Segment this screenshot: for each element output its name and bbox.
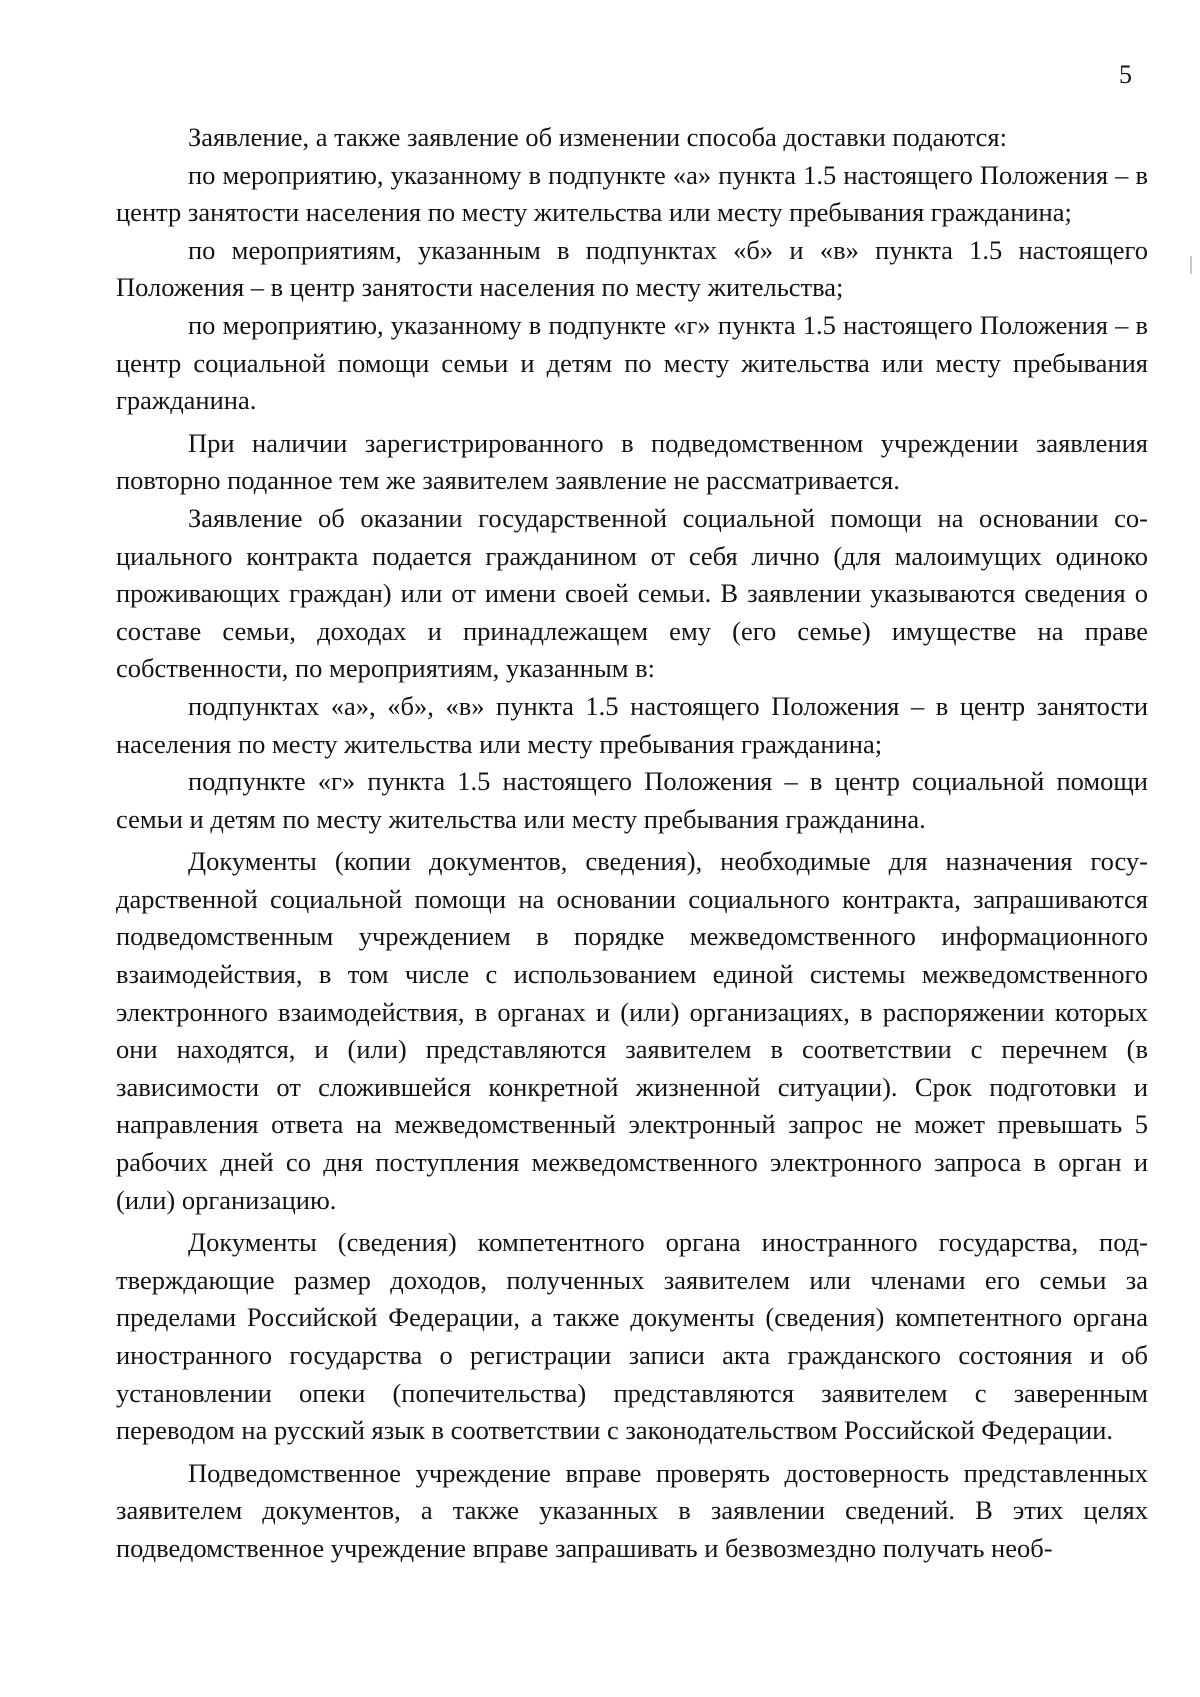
paragraph-repeat-application: При наличии зарегистрированного в подведомственном учреждении заявления повторно поданное тем же заявителем заявление не рассматривается. bbox=[116, 427, 1148, 496]
paragraph-item-a: по мероприятию, указанному в подпункте «а» пункта 1.5 настоящего Положения – в центр занятости населения по месту жительства или месту пребывания гражданина; bbox=[116, 159, 1148, 228]
scan-mark bbox=[1190, 256, 1192, 274]
paragraph-item-g: по мероприятию, указанному в подпункте «г» пункта 1.5 настоящего Положения – в центр социальной помощи семьи и детям по месту жительства или месту пребывания гражданина. bbox=[116, 309, 1148, 416]
paragraph-documents-request: Документы (копии документов, сведения), необходимые для назначения государственной социальной помощи на основании социального контракта, запрашиваются подведомственным учреждением в порядке межведомственного информационного взаимодействия, в том числе с использованием единой системы межведомственного электронного взаимодействия, в органах и (или) организациях, в распоряжении которых они находятся, и (или) представляются заявителем в соответствии с перечнем (в зависимости от сложившейся конкретной жизненной ситуации). Срок подготовки и направления ответа на межведомственный электронный запрос не может превышать 5 рабочих дней со дня поступления межведомственного электронного запроса в орган и (или) организацию. bbox=[116, 846, 1148, 1215]
paragraph-subitems-a-b-v: подпунктах «а», «б», «в» пункта 1.5 настоящего Положения – в центр занятости населения по месту жительства или месту пребывания гражданина; bbox=[116, 690, 1148, 759]
paragraph-foreign-documents: Документы (сведения) компетентного органа иностранного государства, подтверждающие размер доходов, полученных заявителем или членами его семьи за пределами Российской Федерации, а также документы (сведения) компетентного органа иностранного государства о регистрации записи акта гражданского состояния и об установлении опеки (попечительства) представляются заявителем с заверенным переводом на русский язык в соответствии с законодательством Российской Федерации. bbox=[116, 1227, 1148, 1446]
paragraph-submission-intro: Заявление, а также заявление об изменении способа доставки подаются: bbox=[188, 122, 1007, 152]
paragraph-verification: Подведомственное учреждение вправе проверять достоверность представленных заявителем документов, а также указанных в заявлении сведений. В этих целях подведомственное учреждение вправе запрашивать и безвозмездно получать необ- bbox=[116, 1457, 1148, 1563]
paragraph-social-contract-application: Заявление об оказании государственной социальной помощи на основании социального контракта подается гражданином от себя лично (для малоимущих одиноко проживающих граждан) или от имени своей семьи. В заявлении указываются сведения о составе семьи, доходах и принадлежащем ему (его семье) имуществе на праве собственности, по мероприятиям, указанным в: bbox=[116, 502, 1148, 684]
paragraph-subitem-g: подпункте «г» пункта 1.5 настоящего Положения – в центр социальной помощи семьи и детям по месту жительства или месту пребывания гражданина. bbox=[116, 766, 1148, 834]
page-number: 5 bbox=[1119, 60, 1132, 89]
paragraph-items-b-v: по мероприятиям, указанным в подпунктах «б» и «в» пункта 1.5 настоящего Положения – в центр занятости населения по месту жительства; bbox=[116, 234, 1148, 303]
document-body bbox=[116, 119, 1148, 1568]
